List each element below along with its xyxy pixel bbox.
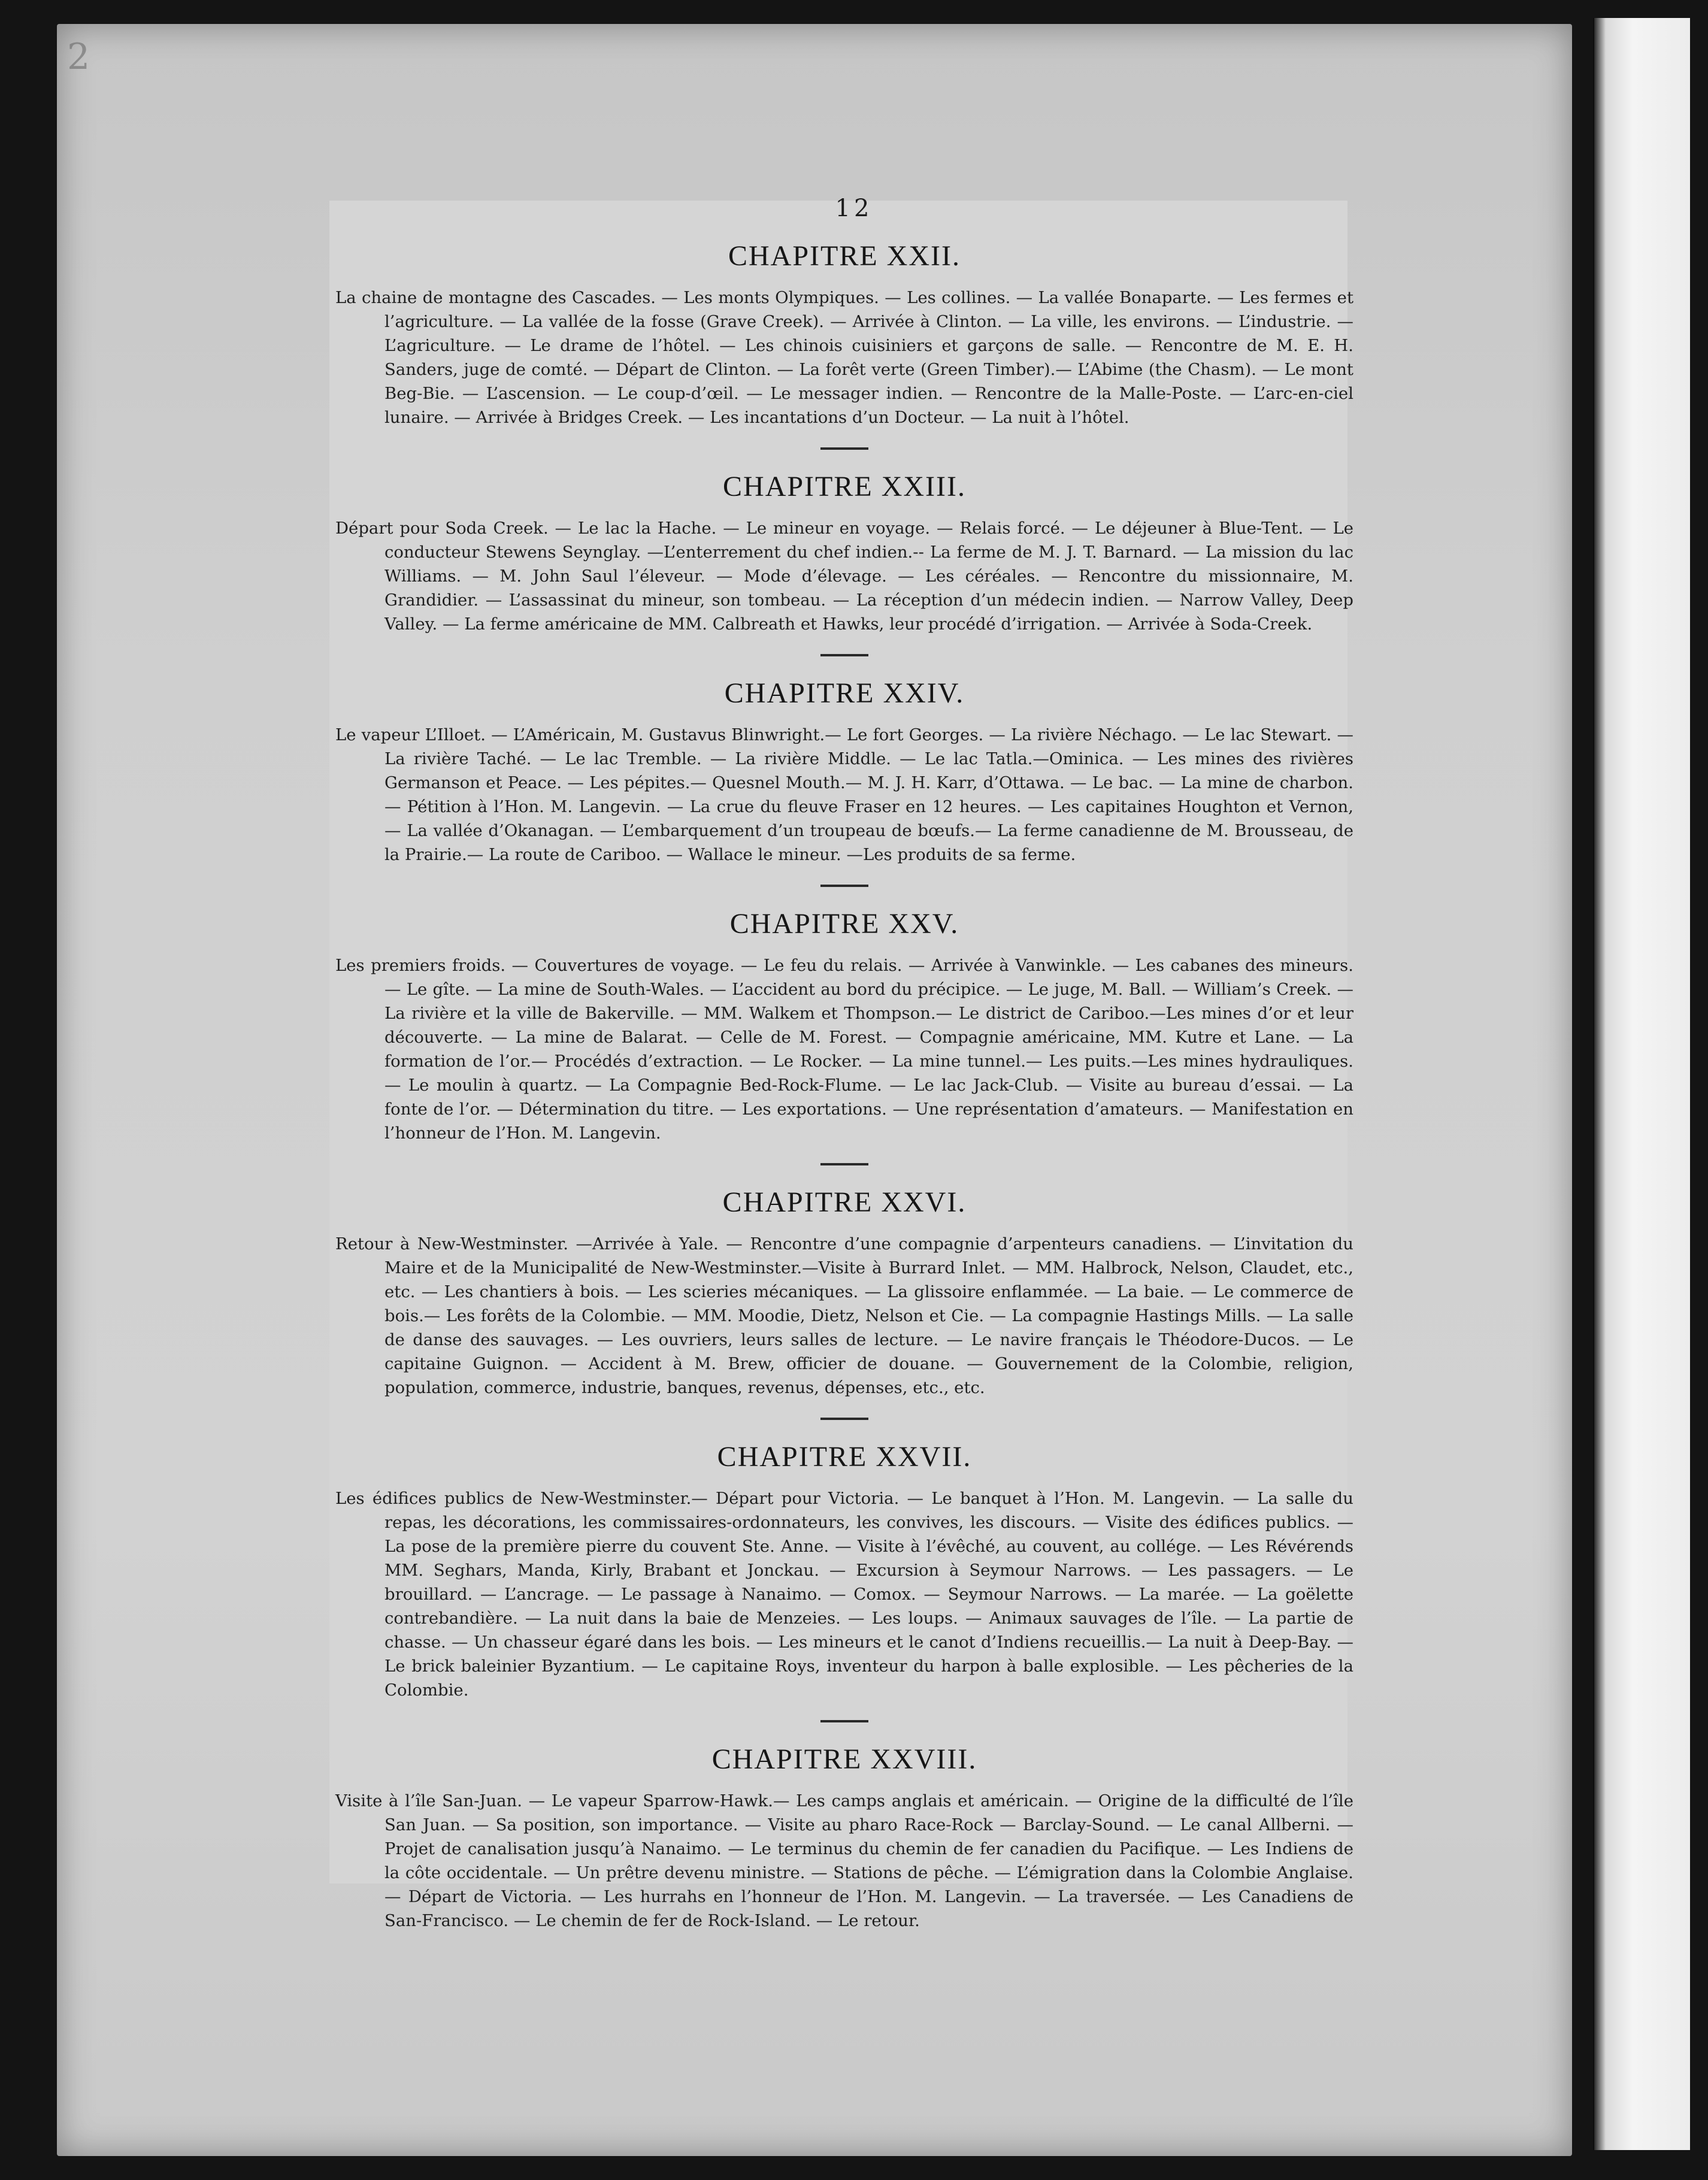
chapter-list — [335, 240, 1353, 1933]
chapter-title: CHAPITRE XXIV. — [724, 677, 965, 709]
chapter-xxv — [335, 907, 1353, 1145]
chapter-divider — [820, 1720, 868, 1722]
chapter-title: CHAPITRE XXVIII. — [711, 1743, 977, 1775]
chapter-title: CHAPITRE XXII. — [728, 240, 961, 272]
chapter-divider — [820, 1163, 868, 1165]
chapter-divider — [820, 885, 868, 887]
chapter-summary: Les édifices publics de New-Westminster.— Départ pour Victoria. — Le banquet à l’Hon. M. Langevin. — La salle du repas, les décorations, les commissaires-ordonnateurs, les convives, les discours. — Visite des édifices publics. — La pose de la première pierre du couvent Ste. Anne. — Visite à l’évêché, au couvent, au collége. — Les Révérends MM. Seghars, Manda, Kirly, Brabant et Jonckau. — Excursion à Seymour Narrows. — Les passagers. — Le brouillard. — L’ancrage. — Le passage à Nanaimo. — Comox. — Seymour Narrows. — La marée. — La goëlette contrebandière. — La nuit dans la baie de Menzeies. — Les loups. — Animaux sauvages de l’île. — La partie de chasse. — Un chasseur égaré dans les bois. — Les mineurs et le canot d’Indiens recueillis.— La nuit à Deep-Bay. — Le brick baleinier Byzantium. — Le capitaine Roys, inventeur du harpon à balle explosible. — Les pêcheries de la Colombie. — [335, 1489, 1353, 1700]
chapter-summary: Visite à l’île San-Juan. — Le vapeur Sparrow-Hawk.— Les camps anglais et américain. — Origine de la difficulté de l’île San Juan. — Sa position, son importance. — Visite au pharo Race-Rock — Barclay-Sound. — Le canal Allberni. — Projet de canalisation jusqu’à Nanaimo. — Le terminus du chemin de fer canadien du Pacifique. — Les Indiens de la côte occidentale. — Un prêtre devenu ministre. — Stations de pêche. — L’émigration dans la Colombie Anglaise. — Départ de Victoria. — Les hurrahs en l’honneur de l’Hon. M. Langevin. — La traversée. — Les Canadiens de San-Francisco. — Le chemin de fer de Rock-Island. — Le retour. — [335, 1791, 1353, 1930]
chapter-xxvii — [335, 1440, 1353, 1702]
chapter-summary: Retour à New-Westminster. —Arrivée à Yale. — Rencontre d’une compagnie d’arpenteurs canadiens. — L’invitation du Maire et de la Municipalité de New-Westminster.—Visite à Burrard Inlet. — MM. Halbrock, Nelson, Claudet, etc., etc. — Les chantiers à bois. — Les scieries mécaniques. — La glissoire enflammée. — La baie. — Le commerce de bois.— Les forêts de la Colombie. — MM. Moodie, Dietz, Nelson et Cie. — La compagnie Hastings Mills. — La salle de danse des sauvages. — Les ouvriers, leurs salles de lecture. — Le navire français le Théodore-Ducos. — Le capitaine Guignon. — Accident à M. Brew, officier de douane. — Gouvernement de la Colombie, religion, population, commerce, industrie, banques, revenus, dépenses, etc., etc. — [335, 1234, 1353, 1397]
chapter-title: CHAPITRE XXVII. — [717, 1441, 972, 1473]
chapter-title: CHAPITRE XXV. — [729, 908, 959, 940]
chapter-summary: La chaine de montagne des Cascades. — Les monts Olympiques. — Les collines. — La vallée Bonaparte. — Les fermes et l’agriculture. — La vallée de la fosse (Grave Creek). — Arrivée à Clinton. — La ville, les environs. — L’industrie. — L’agriculture. — Le drame de l’hôtel. — Les chinois cuisiniers et garçons de salle. — Rencontre de M. E. H. Sanders, juge de comté. — Départ de Clinton. — La forêt verte (Green Timber).— L’Abime (the Chasm). — Le mont Beg-Bie. — L’ascension. — Le coup-d’œil. — Le messager indien. — Rencontre de la Malle-Poste. — L’arc-en-ciel lunaire. — Arrivée à Bridges Creek. — Les incantations d’un Docteur. — La nuit à l’hôtel. — [335, 288, 1353, 427]
chapter-summary: Les premiers froids. — Couvertures de voyage. — Le feu du relais. — Arrivée à Vanwinkle. — Les cabanes des mineurs. — Le gîte. — La mine de South-Wales. — L’accident au bord du précipice. — Le juge, M. Ball. — William’s Creek. — La rivière et la ville de Bakerville. — MM. Walkem et Thompson.— Le district de Cariboo.—Les mines d’or et leur découverte. — La mine de Balarat. — Celle de M. Forest. — Compagnie américaine, MM. Kutre et Lane. — La formation de l’or.— Procédés d’extraction. — Le Rocker. — La mine tunnel.— Les puits.—Les mines hydrauliques. — Le moulin à quartz. — La Compagnie Bed-Rock-Flume. — Le lac Jack-Club. — Visite au bureau d’essai. — La fonte de l’or. — Détermination du titre. — Les exportations. — Une représentation d’amateurs. — Manifestation en l’honneur de l’Hon. M. Langevin. — [335, 956, 1353, 1143]
chapter-divider — [820, 1418, 868, 1420]
chapter-xxii — [335, 240, 1353, 429]
chapter-xxviii — [335, 1743, 1353, 1933]
chapter-xxiii — [335, 470, 1353, 636]
chapter-xxiv — [335, 677, 1353, 867]
chapter-divider — [820, 447, 868, 450]
chapter-xxvi — [335, 1186, 1353, 1400]
corner-pencil-mark: 2 — [67, 36, 90, 78]
page-number: 12 — [835, 195, 873, 222]
chapter-summary: Le vapeur L’Illoet. — L’Américain, M. Gustavus Blinwright.— Le fort Georges. — La rivière Néchago. — Le lac Stewart. — La rivière Taché. — Le lac Tremble. — La rivière Middle. — Le lac Tatla.—Ominica. — Les mines des rivières Germanson et Peace. — Les pépites.— Quesnel Mouth.— M. J. H. Karr, d’Ottawa. — Le bac. — La mine de charbon. — Pétition à l’Hon. M. Langevin. — La crue du fleuve Fraser en 12 heures. — Les capitaines Houghton et Vernon, — La vallée d’Okanagan. — L’embarquement d’un troupeau de bœufs.— La ferme canadienne de M. Brousseau, de la Prairie.— La route de Cariboo. — Wallace le mineur. —Les produits de sa ferme. — [335, 725, 1353, 864]
chapter-title: CHAPITRE XXIII. — [723, 471, 966, 502]
binding-edge — [1593, 18, 1690, 2150]
chapter-summary: Départ pour Soda Creek. — Le lac la Hache. — Le mineur en voyage. — Relais forcé. — Le déjeuner à Blue-Tent. — Le conducteur Stewens Seynglay. —L’enterrement du chef indien.-- La ferme de M. J. T. Barnard. — La mission du lac Williams. — M. John Saul l’éleveur. — Mode d’élevage. — Les céréales. — Rencontre du missionnaire, M. Grandidier. — L’assassinat du mineur, son tombeau. — La réception d’un médecin indien. — Narrow Valley, Deep Valley. — La ferme américaine de MM. Calbreath et Hawks, leur procédé d’irrigation. — Arrivée à Soda-Creek. — [335, 519, 1353, 634]
chapter-divider — [820, 654, 868, 656]
chapter-title: CHAPITRE XXVI. — [722, 1186, 967, 1218]
